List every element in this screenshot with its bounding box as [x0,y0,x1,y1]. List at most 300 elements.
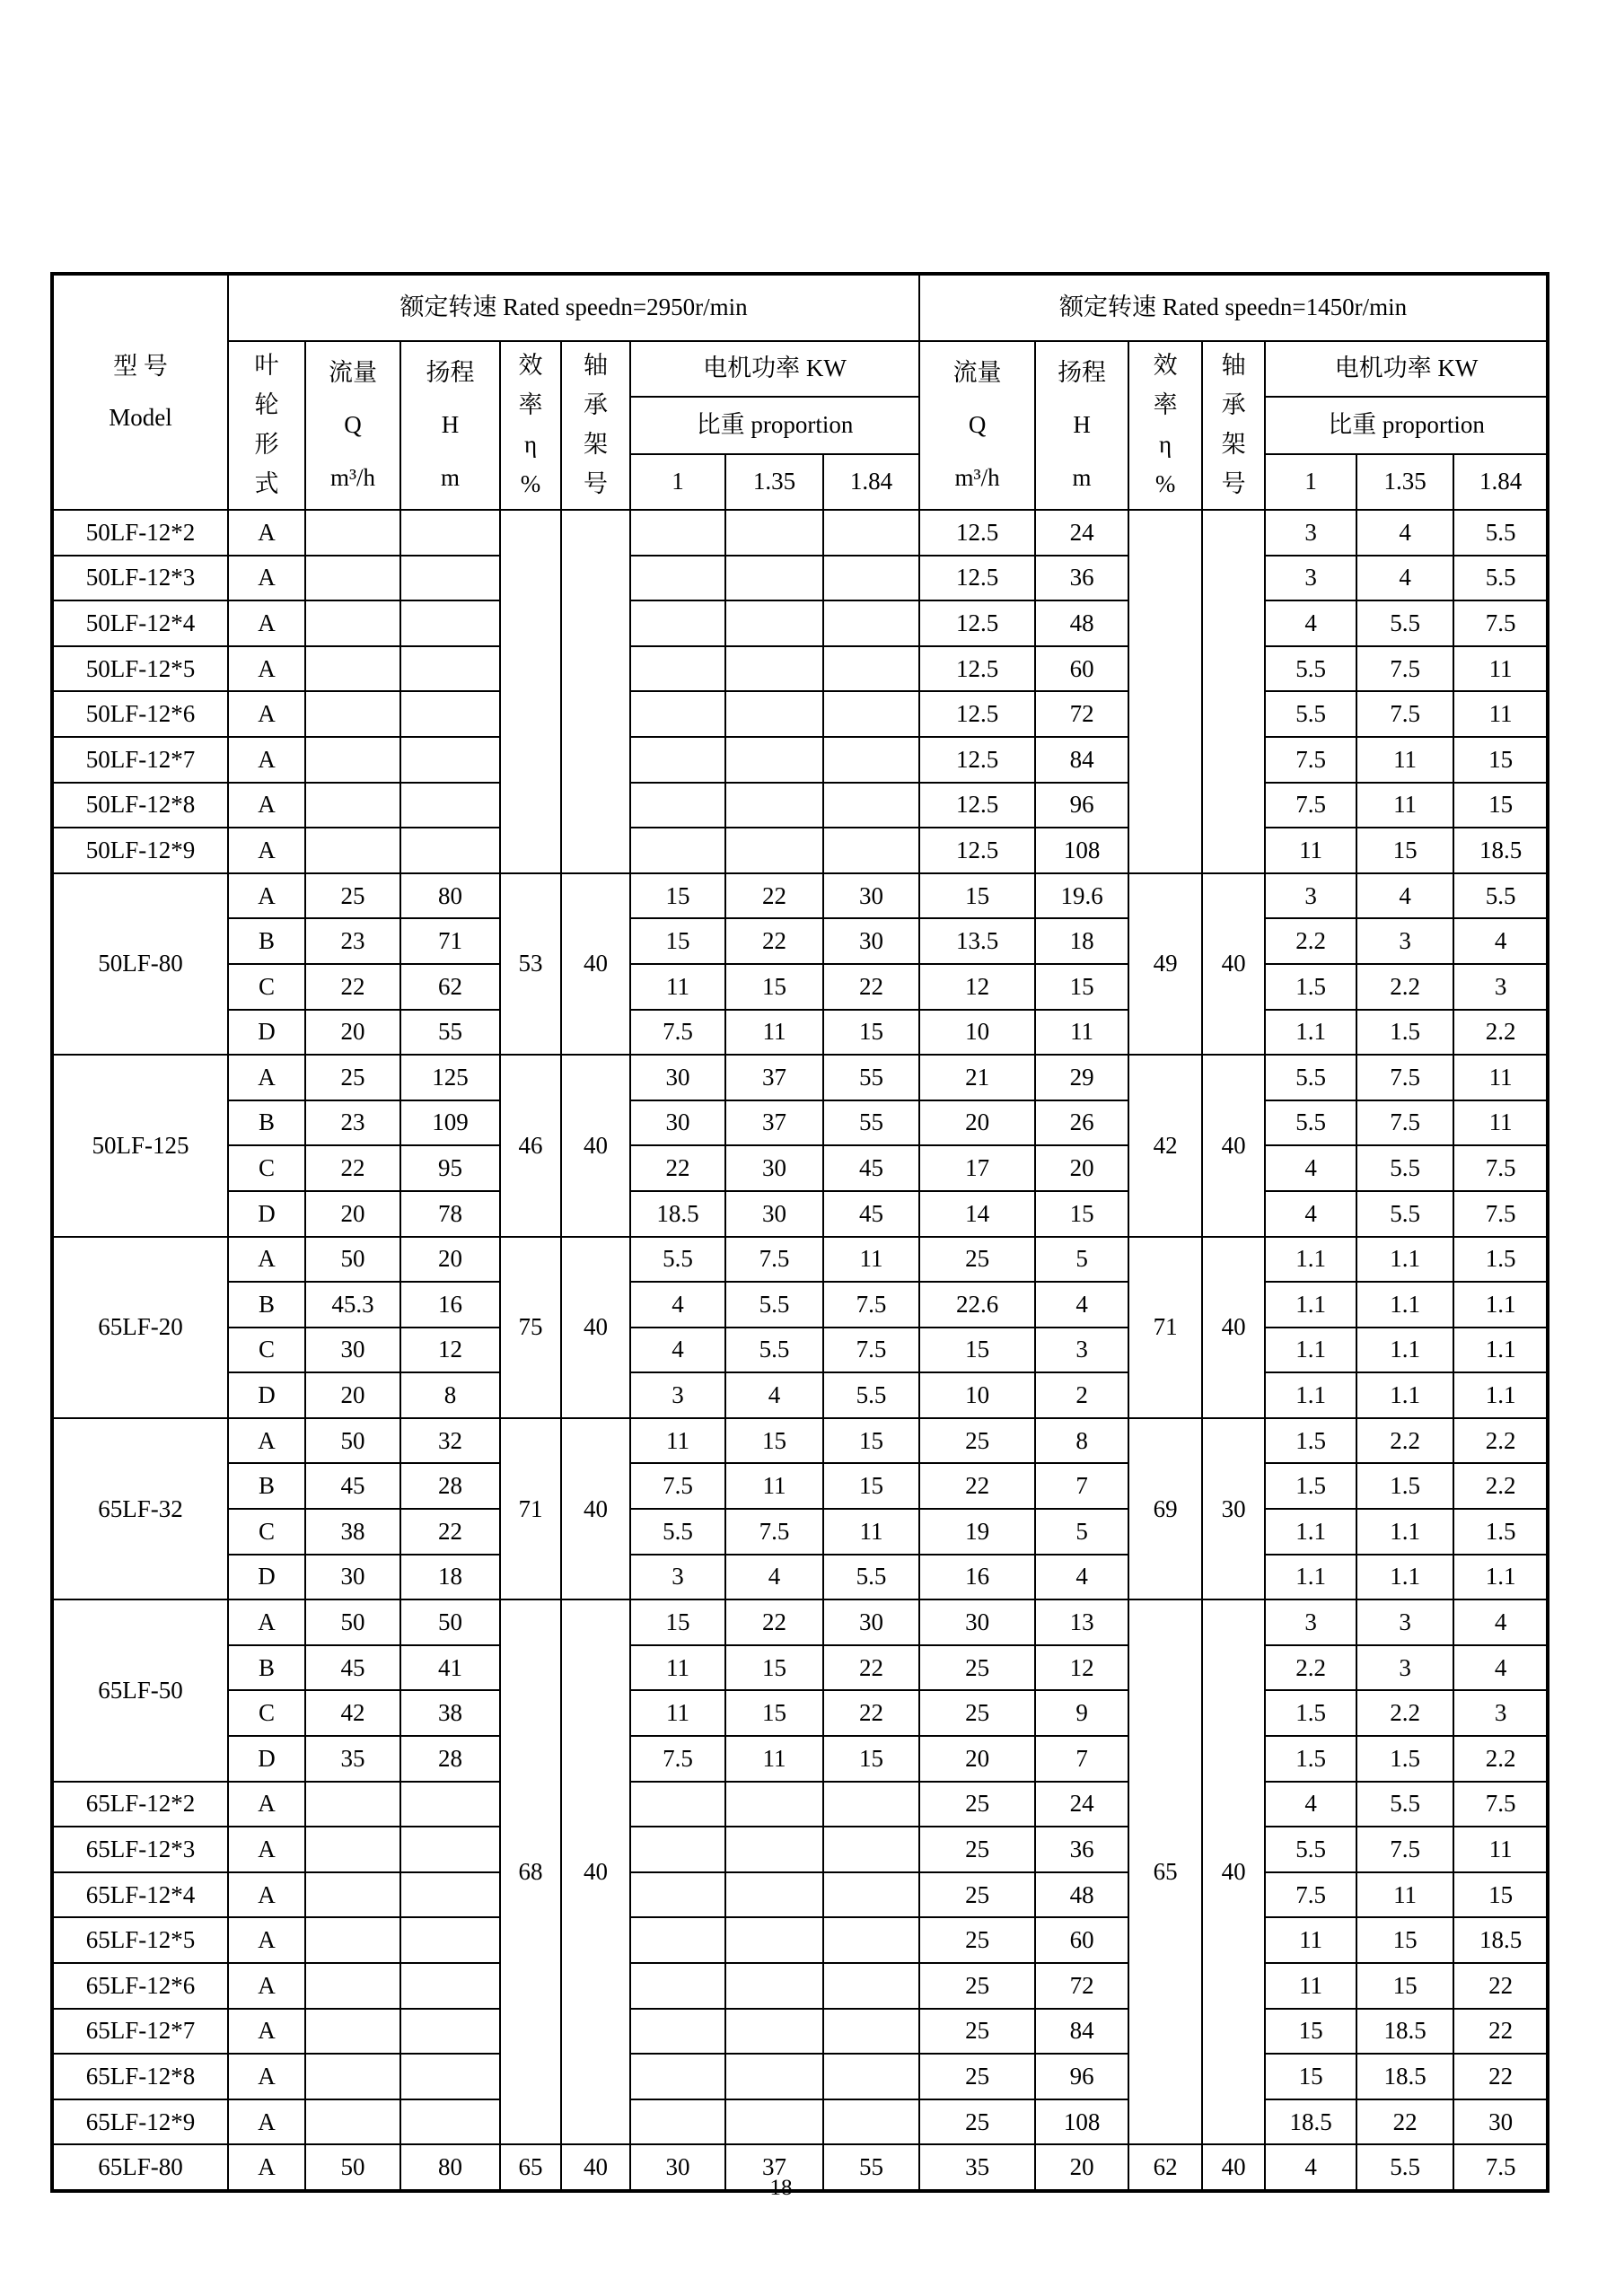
header-flow-unit: m³/h [329,464,376,492]
header-eff-char: % [520,470,541,498]
head-cell: 8 [1035,1418,1128,1464]
flow-cell [305,1917,400,1963]
header-frame-char: 轴 [584,352,608,380]
motor-kw-cell: 7.5 [630,1010,725,1056]
impeller-type-cell: D [228,1010,305,1056]
flow-cell: 13.5 [919,918,1035,964]
impeller-type-cell: D [228,1555,305,1600]
table-row [52,1418,1548,1464]
flow-cell: 12.5 [919,783,1035,828]
flow-cell: 12.5 [919,510,1035,556]
motor-kw-cell: 55 [823,1055,919,1100]
flow-cell: 12.5 [919,556,1035,601]
head-cell: 96 [1035,783,1128,828]
header-model-en: Model [109,404,172,431]
table-row [52,1736,1548,1782]
head-cell: 108 [1035,828,1128,873]
motor-kw-cell: 15 [823,1010,919,1056]
motor-kw-cell: 18.5 [1356,2009,1453,2055]
bearing-frame-cell: 40 [1202,1599,1265,2144]
motor-kw-cell: 1.5 [1453,1237,1548,1283]
motor-kw-cell: 15 [1453,1872,1548,1918]
flow-cell: 25 [919,1237,1035,1283]
head-cell: 36 [1035,556,1128,601]
flow-cell: 45 [305,1645,400,1691]
motor-kw-cell: 30 [630,2144,725,2191]
flow-cell: 25 [305,873,400,919]
table-row [52,510,1548,556]
flow-cell: 10 [919,1372,1035,1418]
motor-kw-cell: 4 [1265,1191,1356,1237]
motor-kw-cell [630,783,725,828]
head-cell: 71 [400,918,500,964]
motor-kw-cell: 7.5 [1453,1191,1548,1237]
table-row [52,918,1548,964]
head-cell: 12 [400,1328,500,1373]
impeller-type-cell: A [228,691,305,737]
impeller-type-cell: A [228,1827,305,1872]
flow-cell [305,783,400,828]
motor-kw-cell: 3 [630,1372,725,1418]
motor-kw-cell: 22 [1453,2054,1548,2099]
motor-kw-cell: 1.1 [1356,1282,1453,1328]
model-cell: 65LF-12*8 [52,2054,228,2099]
header-flow-symbol: Q [344,411,362,439]
motor-kw-cell: 7.5 [1453,1782,1548,1827]
table-row [52,1599,1548,1645]
motor-kw-cell: 1.5 [1265,1690,1356,1736]
motor-kw-cell: 4 [1265,2144,1356,2191]
motor-kw-cell: 15 [725,1645,823,1691]
impeller-type-cell: B [228,1463,305,1509]
model-cell: 65LF-12*2 [52,1782,228,1827]
motor-kw-cell: 11 [1453,1055,1548,1100]
flow-cell: 25 [919,1645,1035,1691]
model-cell: 65LF-20 [52,1237,228,1418]
motor-kw-cell: 15 [1453,783,1548,828]
motor-kw-cell: 22 [823,1690,919,1736]
pump-spec-table [50,272,1549,2193]
head-cell: 11 [1035,1010,1128,1056]
model-cell: 65LF-12*9 [52,2099,228,2145]
impeller-type-cell: C [228,1328,305,1373]
header-impeller-char: 轮 [254,391,279,419]
motor-kw-cell: 7.5 [725,1509,823,1555]
header-frame-char: 承 [1221,391,1246,419]
motor-kw-cell [823,691,919,737]
flow-cell: 35 [919,2144,1035,2191]
flow-cell: 21 [919,1055,1035,1100]
motor-kw-cell: 2.2 [1453,1463,1548,1509]
header-frame-char: 架 [1221,431,1246,459]
motor-kw-cell: 30 [725,1145,823,1191]
head-cell: 20 [400,1237,500,1283]
impeller-type-cell: A [228,1599,305,1645]
motor-kw-cell: 4 [1265,600,1356,646]
motor-kw-cell: 7.5 [1265,783,1356,828]
motor-kw-cell: 5.5 [823,1555,919,1600]
motor-kw-cell [725,1827,823,1872]
impeller-type-cell: D [228,1372,305,1418]
motor-kw-cell: 4 [1265,1145,1356,1191]
flow-cell: 50 [305,2144,400,2191]
impeller-type-cell: A [228,1917,305,1963]
flow-cell: 25 [919,1872,1035,1918]
header-impeller-char: 形 [254,431,279,459]
impeller-type-cell: C [228,1145,305,1191]
motor-kw-cell: 5.5 [1265,1100,1356,1146]
head-cell: 24 [1035,1782,1128,1827]
model-cell: 50LF-12*5 [52,646,228,692]
impeller-type-cell: D [228,1191,305,1237]
table-row [52,1100,1548,1146]
flow-cell: 19 [919,1509,1035,1555]
header-head-symbol: H [441,411,460,439]
head-cell: 22 [400,1509,500,1555]
model-cell: 65LF-32 [52,1418,228,1599]
motor-kw-cell: 30 [823,873,919,919]
flow-cell: 22 [919,1463,1035,1509]
motor-kw-cell: 3 [1356,1645,1453,1691]
motor-kw-cell: 5.5 [725,1328,823,1373]
impeller-type-cell: A [228,1872,305,1918]
motor-kw-cell: 3 [1356,1599,1453,1645]
motor-kw-cell: 4 [630,1328,725,1373]
motor-kw-cell: 11 [630,964,725,1010]
motor-kw-cell: 2.2 [1265,918,1356,964]
motor-kw-cell [725,783,823,828]
motor-kw-cell: 11 [725,1010,823,1056]
table-row [52,1055,1548,1100]
header-efficiency-left [500,341,561,510]
flow-cell: 20 [305,1010,400,1056]
head-cell: 48 [1035,1872,1128,1918]
head-cell: 41 [400,1645,500,1691]
motor-kw-cell [823,510,919,556]
flow-cell [305,600,400,646]
table-row [52,873,1548,919]
motor-kw-cell: 4 [1356,556,1453,601]
flow-cell: 12.5 [919,600,1035,646]
table-row [52,1690,1548,1736]
motor-kw-cell: 30 [630,1100,725,1146]
motor-kw-cell: 1.1 [1265,1328,1356,1373]
motor-kw-cell: 1.1 [1356,1372,1453,1418]
flow-cell [305,737,400,783]
model-cell: 50LF-12*7 [52,737,228,783]
motor-kw-cell: 1.5 [1265,1736,1356,1782]
motor-kw-cell: 30 [630,1055,725,1100]
efficiency-cell [1128,510,1202,873]
motor-kw-cell: 3 [1265,873,1356,919]
header-eff-char: η [1159,431,1172,459]
header-motor-kw-left: 电机功率 KW [630,341,919,397]
motor-kw-cell: 5.5 [1356,1191,1453,1237]
motor-kw-cell: 15 [630,873,725,919]
flow-cell: 30 [305,1328,400,1373]
header-eff-char: η [523,431,538,459]
flow-cell: 12.5 [919,646,1035,692]
motor-kw-cell [630,1782,725,1827]
flow-cell: 25 [919,2099,1035,2145]
impeller-type-cell: B [228,1282,305,1328]
motor-kw-cell [725,1872,823,1918]
model-cell: 50LF-12*6 [52,691,228,737]
model-cell: 65LF-12*4 [52,1872,228,1918]
efficiency-cell: 75 [500,1237,561,1418]
motor-kw-cell: 15 [630,1599,725,1645]
header-rated-speed-2950: 额定转速 Rated speedn=2950r/min [228,274,919,341]
head-cell: 20 [1035,2144,1128,2191]
motor-kw-cell [630,691,725,737]
table-row [52,737,1548,783]
motor-kw-cell: 11 [630,1645,725,1691]
flow-cell: 35 [305,1736,400,1782]
motor-kw-cell [630,828,725,873]
table-row [52,600,1548,646]
flow-cell [305,1963,400,2009]
head-cell: 55 [400,1010,500,1056]
motor-kw-cell: 4 [1453,1599,1548,1645]
model-cell: 65LF-80 [52,2144,228,2191]
head-cell: 28 [400,1463,500,1509]
motor-kw-cell: 4 [1453,918,1548,964]
impeller-type-cell: A [228,873,305,919]
head-cell: 84 [1035,2009,1128,2055]
bearing-frame-cell: 40 [1202,1055,1265,1236]
motor-kw-cell: 1.1 [1356,1328,1453,1373]
head-cell: 12 [1035,1645,1128,1691]
header-head-unit: m [440,464,460,492]
motor-kw-cell: 3 [1265,510,1356,556]
motor-kw-cell [630,1917,725,1963]
head-cell [400,2009,500,2055]
motor-kw-cell [725,1963,823,2009]
motor-kw-cell [630,556,725,601]
motor-kw-cell [630,1827,725,1872]
head-cell [400,1782,500,1827]
table-row [52,1917,1548,1963]
motor-kw-cell: 11 [1265,828,1356,873]
motor-kw-cell: 30 [725,1191,823,1237]
motor-kw-cell: 15 [823,1736,919,1782]
flow-cell [305,2099,400,2145]
motor-kw-cell: 1.5 [1265,1418,1356,1464]
header-head-cn: 扬程 [426,358,475,386]
motor-kw-cell: 1.5 [1265,1463,1356,1509]
head-cell: 8 [400,1372,500,1418]
motor-kw-cell: 7.5 [1356,1055,1453,1100]
motor-kw-cell [823,1782,919,1827]
motor-kw-cell [823,1827,919,1872]
bearing-frame-cell: 40 [561,2144,630,2191]
head-cell [400,1827,500,1872]
header-row-columns [52,341,1548,397]
head-cell: 50 [400,1599,500,1645]
flow-cell [305,2054,400,2099]
motor-kw-cell [725,1782,823,1827]
motor-kw-cell [630,2099,725,2145]
motor-kw-cell: 5.5 [1265,1827,1356,1872]
flow-cell: 25 [919,1690,1035,1736]
motor-kw-cell: 11 [725,1463,823,1509]
flow-cell: 22.6 [919,1282,1035,1328]
motor-kw-cell: 5.5 [630,1237,725,1283]
head-cell: 48 [1035,600,1128,646]
impeller-type-cell: C [228,1690,305,1736]
motor-kw-cell: 15 [1453,737,1548,783]
motor-kw-cell [630,737,725,783]
motor-kw-cell [630,2009,725,2055]
motor-kw-cell: 2.2 [1356,1690,1453,1736]
table-row [52,1145,1548,1191]
flow-cell: 12.5 [919,691,1035,737]
motor-kw-cell: 15 [1356,828,1453,873]
motor-kw-cell: 1.5 [1265,964,1356,1010]
motor-kw-cell: 5.5 [1453,510,1548,556]
flow-cell [305,510,400,556]
impeller-type-cell: A [228,828,305,873]
motor-kw-cell: 1.1 [1265,1237,1356,1283]
motor-kw-cell: 1.1 [1356,1555,1453,1600]
head-cell [400,556,500,601]
impeller-type-cell: A [228,2144,305,2191]
bearing-frame-cell [1202,510,1265,873]
motor-kw-cell: 11 [630,1690,725,1736]
motor-kw-cell: 5.5 [1265,1055,1356,1100]
motor-kw-cell [823,828,919,873]
motor-kw-cell [823,2054,919,2099]
model-cell: 65LF-12*6 [52,1963,228,2009]
table-row [52,691,1548,737]
flow-cell: 25 [919,1418,1035,1464]
impeller-type-cell: A [228,1418,305,1464]
model-cell: 50LF-12*9 [52,828,228,873]
flow-cell: 25 [919,2009,1035,2055]
impeller-type-cell: B [228,918,305,964]
motor-kw-cell: 55 [823,1100,919,1146]
header-eff-char: % [1154,470,1176,498]
motor-kw-cell: 1.5 [1356,1463,1453,1509]
head-cell [400,600,500,646]
flow-cell: 12.5 [919,737,1035,783]
motor-kw-cell: 7.5 [1453,600,1548,646]
header-flow-symbol: Q [968,411,987,439]
flow-cell: 50 [305,1237,400,1283]
impeller-type-cell: A [228,2099,305,2145]
header-frame-char: 承 [584,391,608,419]
motor-kw-cell: 18.5 [630,1191,725,1237]
motor-kw-cell: 15 [1356,1917,1453,1963]
table-row [52,1963,1548,2009]
head-cell: 80 [400,873,500,919]
motor-kw-cell: 11 [1265,1917,1356,1963]
table-row [52,1782,1548,1827]
efficiency-cell: 65 [500,2144,561,2191]
motor-kw-cell [823,737,919,783]
motor-kw-cell: 1.1 [1265,1372,1356,1418]
motor-kw-cell: 11 [1453,1827,1548,1872]
head-cell: 60 [1035,1917,1128,1963]
flow-cell [305,556,400,601]
motor-kw-cell: 22 [630,1145,725,1191]
impeller-type-cell: A [228,2054,305,2099]
model-cell: 50LF-125 [52,1055,228,1236]
motor-kw-cell: 3 [1453,964,1548,1010]
impeller-type-cell: B [228,1645,305,1691]
flow-cell: 23 [305,918,400,964]
motor-kw-cell: 22 [725,873,823,919]
bearing-frame-cell: 30 [1202,1418,1265,1599]
motor-kw-cell: 7.5 [630,1463,725,1509]
motor-kw-cell: 5.5 [1356,1145,1453,1191]
impeller-type-cell: A [228,737,305,783]
motor-kw-cell: 7.5 [823,1328,919,1373]
header-model-cn: 型 号 [113,352,168,380]
motor-kw-cell [630,2054,725,2099]
motor-kw-cell: 5.5 [1265,691,1356,737]
motor-kw-cell: 4 [630,1282,725,1328]
header-eff-char: 效 [518,352,543,380]
head-cell: 78 [400,1191,500,1237]
motor-kw-cell: 30 [823,918,919,964]
motor-kw-cell: 11 [1453,646,1548,692]
header-impeller-char: 式 [254,470,279,498]
motor-kw-cell: 11 [725,1736,823,1782]
efficiency-cell: 65 [1128,1599,1202,2144]
flow-cell: 50 [305,1418,400,1464]
motor-kw-cell: 5.5 [1356,1782,1453,1827]
motor-kw-cell [823,600,919,646]
flow-cell: 45.3 [305,1282,400,1328]
head-cell: 29 [1035,1055,1128,1100]
head-cell: 15 [1035,1191,1128,1237]
head-cell: 2 [1035,1372,1128,1418]
head-cell: 5 [1035,1509,1128,1555]
flow-cell: 25 [919,1917,1035,1963]
impeller-type-cell: A [228,646,305,692]
bearing-frame-cell [561,510,630,873]
efficiency-cell: 71 [500,1418,561,1599]
efficiency-cell [500,510,561,873]
efficiency-cell: 49 [1128,873,1202,1055]
motor-kw-cell: 11 [1356,783,1453,828]
table-row [52,1282,1548,1328]
motor-kw-cell: 5.5 [1356,2144,1453,2191]
head-cell [400,1963,500,2009]
head-cell: 36 [1035,1827,1128,1872]
motor-kw-cell [725,646,823,692]
model-cell: 50LF-12*2 [52,510,228,556]
motor-kw-cell: 15 [1356,1963,1453,2009]
head-cell [400,828,500,873]
flow-cell: 38 [305,1509,400,1555]
motor-kw-cell: 15 [823,1463,919,1509]
flow-cell: 20 [305,1191,400,1237]
impeller-type-cell: A [228,1963,305,2009]
motor-kw-cell [630,510,725,556]
head-cell: 108 [1035,2099,1128,2145]
head-cell [400,737,500,783]
motor-kw-cell [630,1872,725,1918]
motor-kw-cell [630,646,725,692]
motor-kw-cell: 1.5 [1453,1509,1548,1555]
header-model [52,274,228,510]
motor-kw-cell: 11 [1453,1100,1548,1146]
motor-kw-cell [630,1963,725,2009]
table-row [52,556,1548,601]
header-eff-char: 率 [518,391,543,419]
